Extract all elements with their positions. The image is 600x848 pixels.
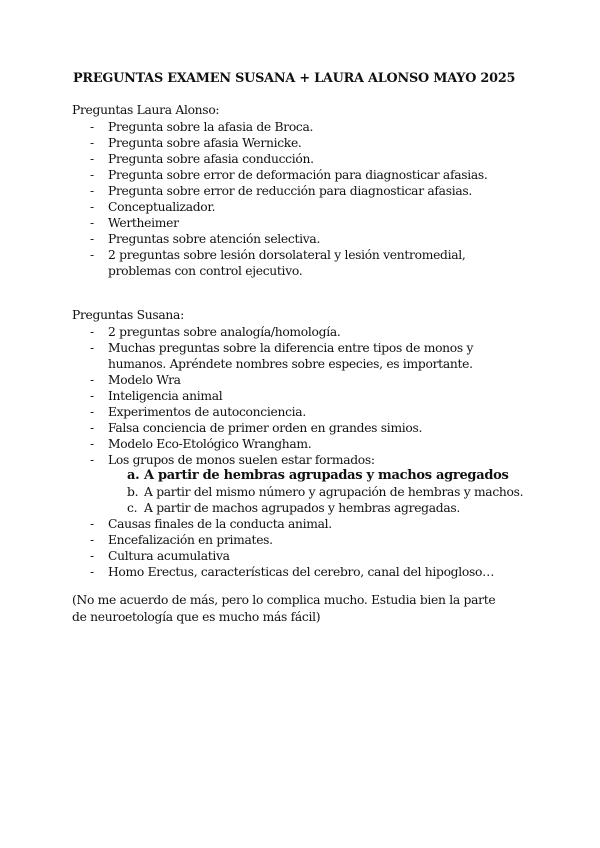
list-item: - Experimentos de autoconciencia. [90, 405, 306, 419]
laura-question-list [0, 119, 600, 279]
list-item: - Conceptualizador. [90, 200, 216, 214]
list-item: - Falsa conciencia de primer orden en grandes simios. [90, 421, 423, 435]
dash-bullet: - [90, 341, 94, 355]
dash-bullet: - [90, 565, 94, 579]
list-item: - Wertheimer [90, 216, 179, 230]
list-item: - Pregunta sobre error de reducción para diagnosticar afasias. [90, 184, 472, 198]
list-item: - Homo Erectus, características del cerebro, canal del hipogloso… [90, 565, 495, 579]
dash-bullet: - [90, 200, 94, 214]
dash-bullet: - [90, 168, 94, 182]
list-item: - Modelo Wra [90, 373, 181, 387]
option-item-b: b. A partir del mismo número y agrupación de hembras y machos. [127, 485, 524, 499]
document-title: PREGUNTAS EXAMEN SUSANA + LAURA ALONSO MAYO 2025 [73, 71, 516, 86]
dash-bullet: - [90, 184, 94, 198]
list-item: - 2 preguntas sobre lesión dorsolateral y lesión ventromedial, problemas con control ejecutivo. [90, 248, 466, 278]
dash-bullet: - [90, 453, 94, 467]
dash-bullet: - [90, 216, 94, 230]
dash-bullet: - [90, 136, 94, 150]
dash-bullet: - [90, 248, 94, 262]
list-item: - Modelo Eco-Etológico Wrangham. [90, 437, 312, 451]
dash-bullet: - [90, 549, 94, 563]
dash-bullet: - [90, 120, 94, 134]
list-item: - 2 preguntas sobre analogía/homología. [90, 325, 341, 339]
list-item: - Inteligencia animal [90, 389, 223, 403]
list-item: - Encefalización en primates. [90, 533, 273, 547]
dash-bullet: - [90, 405, 94, 419]
dash-bullet: - [90, 232, 94, 246]
susana-section-heading: Preguntas Susana: [72, 308, 184, 322]
susana-question-list [0, 324, 600, 580]
list-item: - Cultura acumulativa [90, 549, 230, 563]
list-item: - Pregunta sobre afasia Wernicke. [90, 136, 302, 150]
footer-note: (No me acuerdo de más, pero lo complica mucho. Estudia bien la parte de neuroetología que es mucho más fácil) [72, 593, 496, 624]
dash-bullet: - [90, 421, 94, 435]
list-item: - Pregunta sobre error de deformación para diagnosticar afasias. [90, 168, 488, 182]
list-item: - Pregunta sobre la afasia de Broca. [90, 120, 314, 134]
dash-bullet: - [90, 517, 94, 531]
list-item: - Pregunta sobre afasia conducción. [90, 152, 314, 166]
list-item: - Los grupos de monos suelen estar formados: a. A partir de hembras agrupadas y machos agregados b. A partir del mismo número y agrupación de hembras y machos. c. A partir de machos agrupados y hembras agregadas. [0, 452, 600, 516]
dash-bullet: - [90, 533, 94, 547]
option-item-c: c. A partir de machos agrupados y hembras agregadas. [127, 501, 461, 515]
list-item: - Causas finales de la conducta animal. [90, 517, 332, 531]
dash-bullet: - [90, 152, 94, 166]
laura-section-heading: Preguntas Laura Alonso: [72, 103, 220, 117]
option-item-a: a. A partir de hembras agrupadas y machos agregados [127, 468, 509, 483]
dash-bullet: - [90, 325, 94, 339]
dash-bullet: - [90, 373, 94, 387]
dash-bullet: - [90, 389, 94, 403]
dash-bullet: - [90, 437, 94, 451]
options-list [108, 468, 524, 516]
list-item: - Muchas preguntas sobre la diferencia entre tipos de monos y humanos. Apréndete nombres sobre especies, es importante. [90, 341, 474, 371]
list-item: - Preguntas sobre atención selectiva. [90, 232, 321, 246]
